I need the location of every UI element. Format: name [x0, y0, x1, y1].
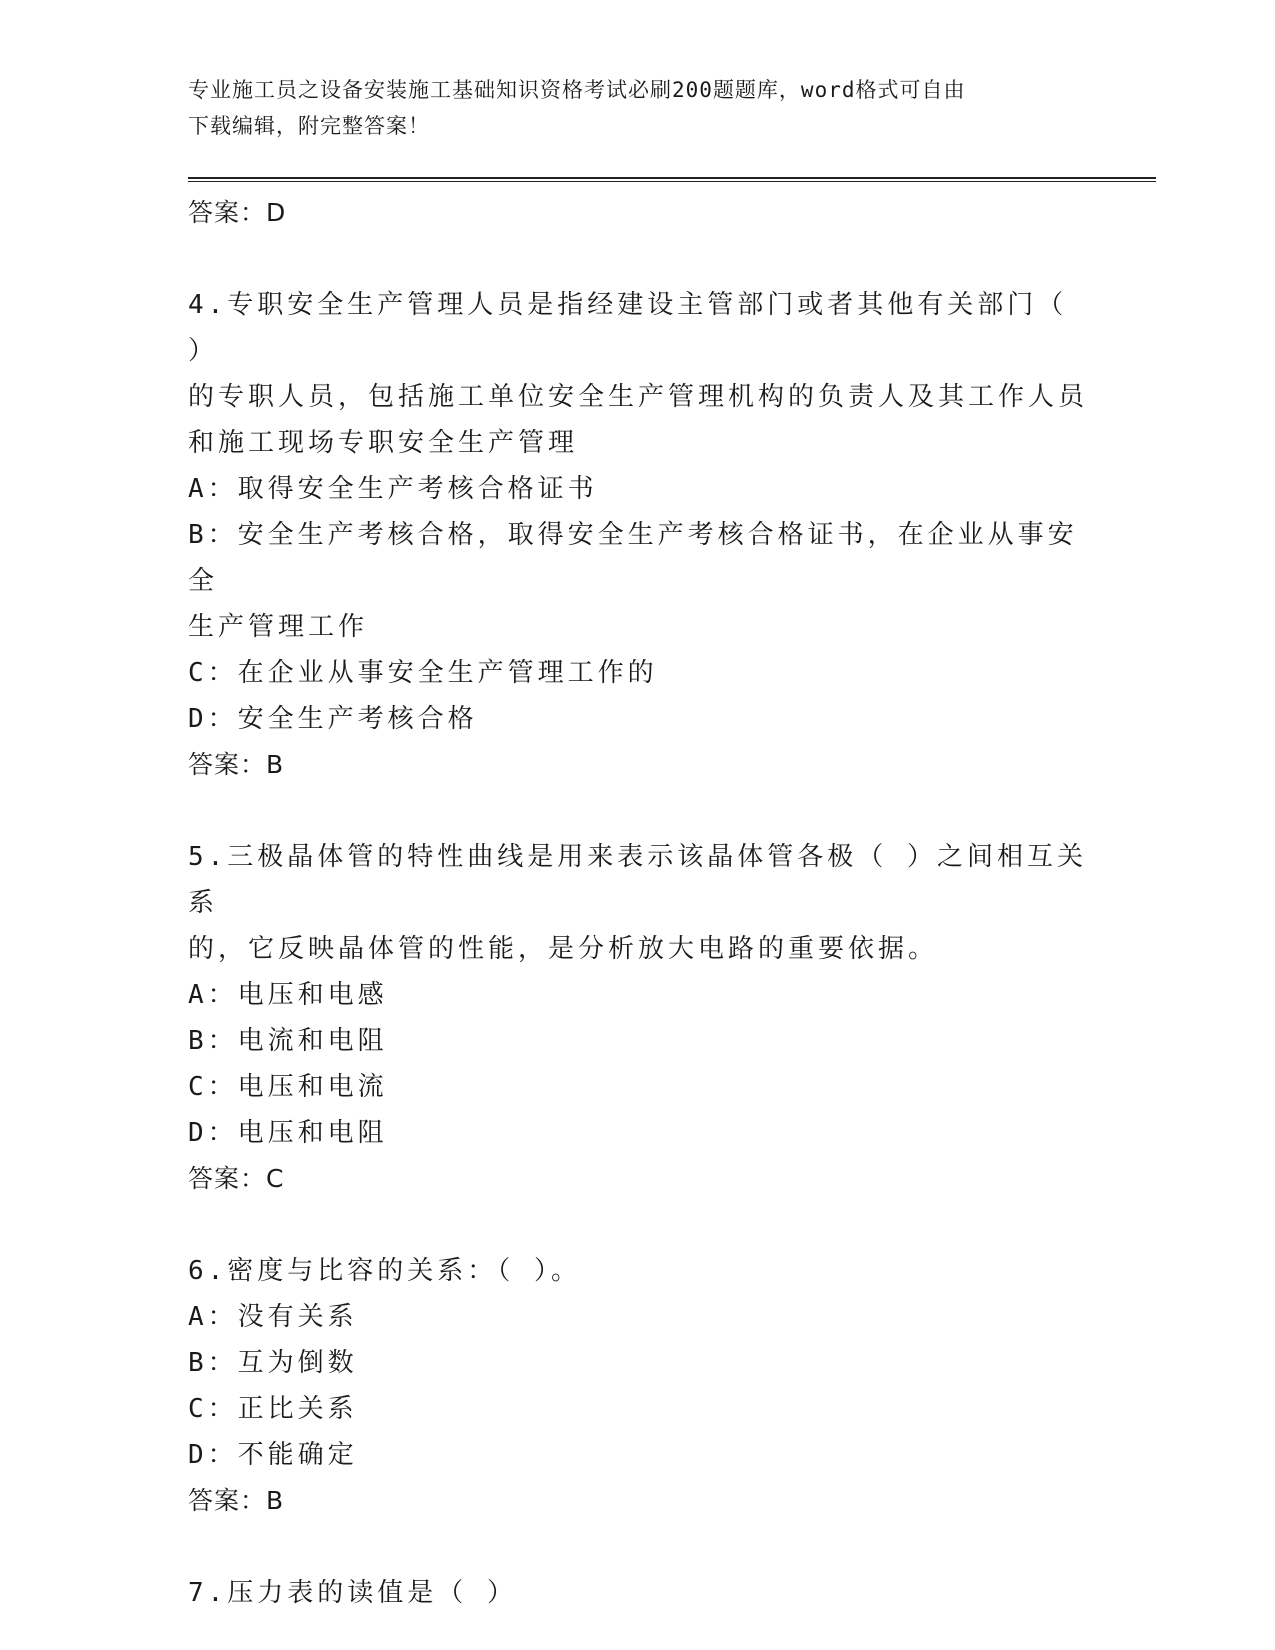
- spacer: [188, 1202, 1088, 1248]
- answer-option: A：电压和电感: [188, 980, 388, 1010]
- answer-option: A：取得安全生产考核合格证书: [188, 474, 598, 504]
- question-text-line: 的专职人员，包括施工单位安全生产管理机构的负责人及其工作人员: [188, 382, 1089, 412]
- answer-option: B：电流和电阻: [188, 1026, 388, 1056]
- question-text-line: 和施工现场专职安全生产管理: [188, 428, 579, 458]
- question-text-line: 的，它反映晶体管的性能，是分析放大电路的重要依据。: [188, 934, 939, 964]
- question-block: [188, 282, 1088, 834]
- document-header: [188, 72, 1068, 144]
- question-block: [188, 1248, 1088, 1570]
- answer-option: A：没有关系: [188, 1302, 358, 1332]
- answer-option: 生产管理工作: [188, 612, 369, 642]
- answer-option: D：电压和电阻: [188, 1118, 388, 1148]
- answer-option: C：在企业从事安全生产管理工作的: [188, 658, 658, 688]
- question-text-line: 5.三极晶体管的特性曲线是用来表示该晶体管各极（ ）之间相互关系: [188, 842, 1087, 918]
- header-title-line-2: 下载编辑，附完整答案！: [188, 114, 430, 138]
- question-list: [188, 282, 1088, 1616]
- previous-answer: 答案：D: [188, 198, 287, 227]
- question-text-line: 6.密度与比容的关系：（ ）。: [188, 1256, 581, 1286]
- spacer: [188, 1524, 1088, 1570]
- header-divider: [188, 177, 1156, 182]
- answer-option: B：互为倒数: [188, 1348, 358, 1378]
- answer-key: 答案：C: [188, 1164, 285, 1193]
- answer-key: 答案：B: [188, 750, 285, 779]
- answer-option: B：安全生产考核合格，取得安全生产考核合格证书，在企业从事安全: [188, 520, 1078, 596]
- question-text-line: 7.压力表的读值是（ ）: [188, 1578, 517, 1608]
- document-body: [188, 190, 1088, 1616]
- spacer: [188, 236, 1088, 282]
- question-block: [188, 1570, 1088, 1616]
- answer-option: C：正比关系: [188, 1394, 358, 1424]
- spacer: [188, 788, 1088, 834]
- answer-option: D：不能确定: [188, 1440, 358, 1470]
- answer-option: C：电压和电流: [188, 1072, 388, 1102]
- question-block: [188, 834, 1088, 1248]
- question-text-line: 4.专职安全生产管理人员是指经建设主管部门或者其他有关部门（ ）: [188, 290, 1068, 366]
- answer-option: D：安全生产考核合格: [188, 704, 478, 734]
- answer-key: 答案：B: [188, 1486, 285, 1515]
- header-title-line-1: 专业施工员之设备安装施工基础知识资格考试必刷200题题库，word格式可自由: [188, 78, 966, 102]
